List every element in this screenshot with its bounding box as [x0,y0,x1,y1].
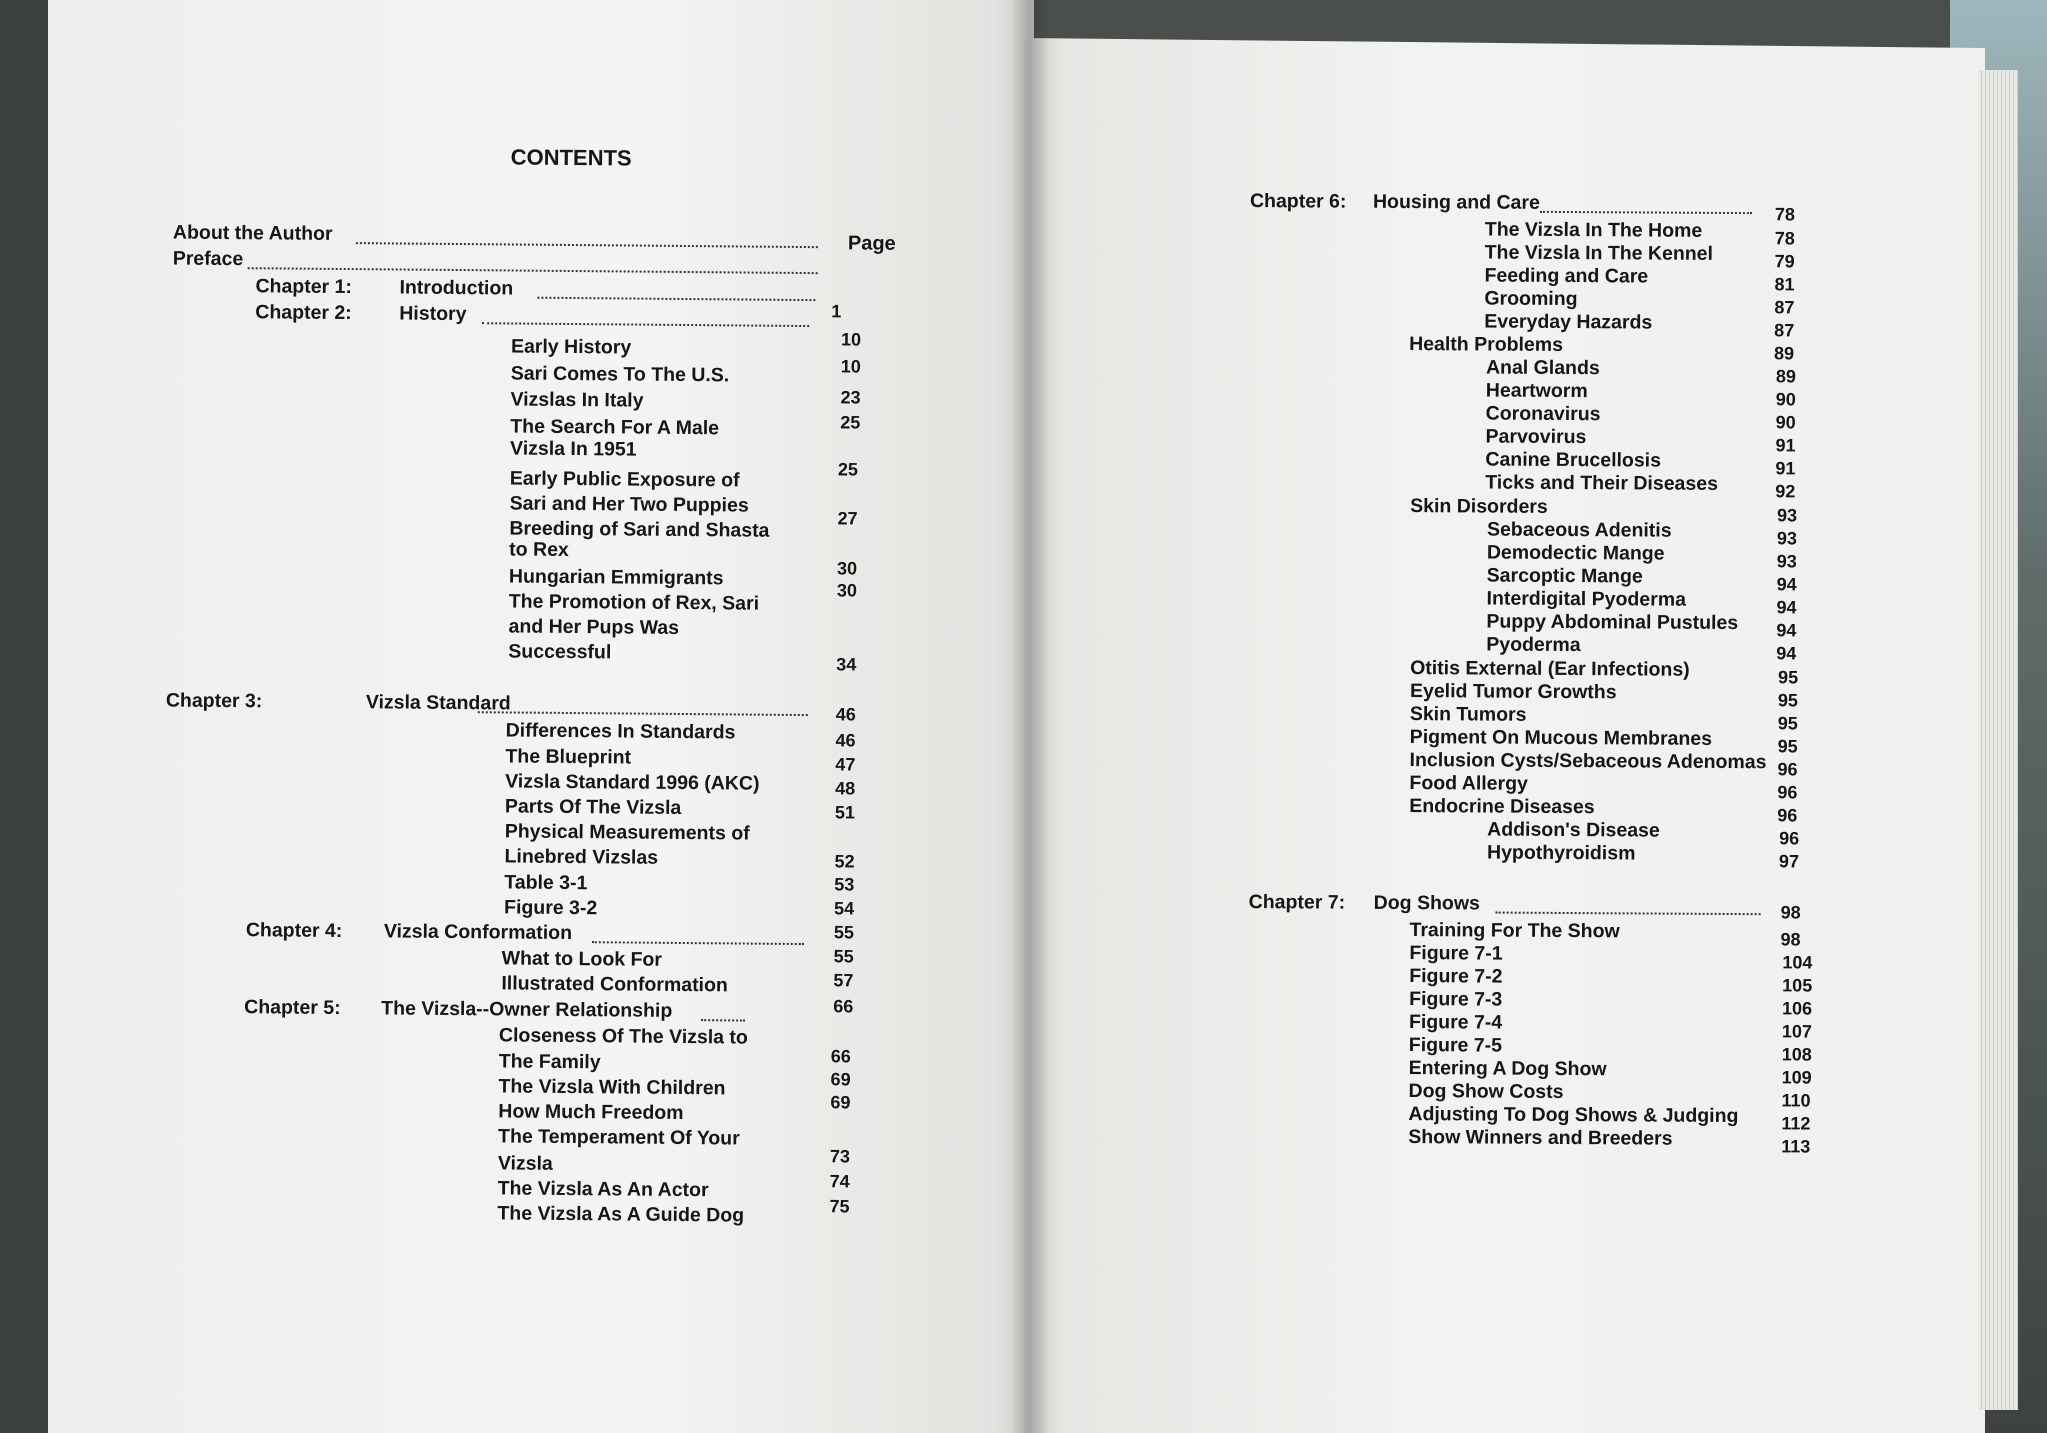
page-column-heading: Page [847,232,896,255]
left-page-number: 25 [840,412,861,433]
left-page-number: 52 [834,851,855,872]
left-chapter-label: Chapter 5: [244,996,341,1020]
right-page-number: 95 [1777,713,1798,734]
right-page-number: 78 [1774,204,1796,225]
left-entry-title: Closeness Of The Vizsla to [498,1024,748,1049]
left-entry-title: Preface [172,247,244,271]
left-page-number: 69 [830,1069,851,1090]
right-entry-title: Training For The Show [1409,919,1620,943]
left-page-number: 55 [833,922,855,943]
right-entry-title: Eyelid Tumor Growths [1409,680,1617,704]
right-entry-title: Endocrine Diseases [1409,795,1595,819]
left-page-number: 25 [837,459,859,480]
left-entry-title: The Vizsla As An Actor [497,1177,709,1202]
left-page-number: 66 [833,996,854,1017]
right-entry-title: Health Problems [1409,333,1564,356]
right-entry-title: Figure 7-3 [1409,988,1503,1011]
left-page-number: 23 [840,387,861,408]
left-page-number: 75 [829,1196,850,1217]
right-page-number: 112 [1781,1113,1811,1134]
right-page-number: 96 [1779,828,1800,849]
left-entry-title: About the Author [172,221,333,245]
right-entry-title: Skin Disorders [1410,495,1548,518]
left-entry-title: Physical Measurements of [504,820,750,845]
right-page-number: 109 [1781,1067,1812,1088]
left-page-number: 51 [834,802,856,823]
right-entry-title: Figure 7-5 [1408,1034,1503,1057]
left-page-number: 30 [836,558,858,579]
left-entry-title: Vizsla In 1951 [510,437,637,461]
right-entry-title: Dog Show Costs [1408,1080,1564,1103]
right-entry-title: The Vizsla In The Home [1484,218,1703,242]
left-page-number: 10 [840,329,862,350]
right-entry-title: Everyday Hazards [1484,310,1653,334]
left-page-number: 57 [833,970,854,991]
right-page-number: 93 [1776,551,1797,572]
left-entry-title: Differences In Standards [505,719,736,744]
right-entry-title: Canine Brucellosis [1485,448,1662,472]
right-entry-title: Show Winners and Breeders [1408,1126,1673,1150]
right-entry-title: Anal Glands [1485,356,1600,380]
left-entry-title: Breeding of Sari and Shasta [509,517,770,542]
left-entry-title: Hungarian Emmigrants [508,565,724,590]
left-page-number: 53 [834,874,855,895]
right-chapter-label: Chapter 6: [1249,190,1347,213]
left-page-number: 27 [837,508,858,529]
left-chapter-label: Chapter 4: [245,919,343,943]
right-page-number: 91 [1775,435,1796,456]
right-entry-title: Coronavirus [1485,402,1601,426]
right-page-number: 94 [1776,620,1797,641]
right-page-number: 94 [1776,597,1797,618]
left-chapter-title: Introduction [399,276,514,300]
right-page-number: 91 [1775,458,1796,479]
right-entry-title: Food Allergy [1409,772,1528,795]
left-page-number: 30 [836,580,857,601]
left-entry-title: Table 3-1 [504,871,588,895]
left-entry-title: and Her Pups Was [508,615,680,639]
right-entry-title: Interdigital Pyoderma [1486,587,1687,611]
right-entry-title: Hypothyroidism [1486,841,1636,865]
right-entry-title: Ticks and Their Diseases [1485,471,1719,495]
right-page-number: 106 [1782,998,1813,1019]
left-chapter-label: Chapter 3: [165,689,263,713]
left-entry-title: Parts Of The Vizsla [504,795,682,819]
left-page-number: 69 [830,1092,851,1113]
right-page-number: 92 [1775,481,1796,502]
right-entry-title: Figure 7-4 [1408,1011,1503,1034]
right-entry-title: Puppy Abdominal Pustules [1486,610,1739,635]
left-entry-title: Early Public Exposure of [509,467,740,492]
left-entry-title: Illustrated Conformation [501,972,728,997]
right-page-number: 93 [1777,505,1798,526]
right-dot-leader [1540,211,1752,214]
right-page-number: 105 [1782,975,1813,996]
left-chapter-title: Vizsla Standard [365,691,511,715]
left-page-number: 54 [834,898,855,919]
contents-title: CONTENTS [510,144,632,171]
left-page-number: 55 [833,946,854,967]
left-entry-title: Vizslas In Italy [510,388,644,412]
right-page-number: 113 [1781,1136,1811,1157]
right-page-number: 107 [1781,1021,1813,1042]
right-entry-title: Figure 7-1 [1409,942,1503,965]
left-page-number: 46 [835,704,856,725]
left-chapter-label: Chapter 1: [255,275,353,299]
left-page-number: 46 [835,730,856,751]
left-page-number: 34 [836,654,857,675]
left-entry-title: The Vizsla As A Guide Dog [497,1202,745,1227]
right-entry-title: Figure 7-2 [1409,965,1503,988]
right-page-number: 94 [1776,574,1797,595]
right-entry-title: Heartworm [1485,379,1588,403]
right-entry-title: Sarcoptic Mange [1486,564,1643,588]
right-page-number: 96 [1777,805,1798,826]
right-page-number: 90 [1775,412,1796,433]
left-entry-title: Figure 3-2 [504,896,598,920]
right-page-number: 79 [1774,251,1795,272]
right-entry-title: Pyoderma [1486,633,1581,657]
left-page-number: 73 [829,1146,851,1167]
right-page-number: 93 [1776,528,1798,549]
right-page-number: 110 [1781,1090,1811,1111]
left-entry-title: The Family [498,1050,601,1074]
left-entry-title: The Vizsla With Children [498,1075,726,1100]
right-page-number: 98 [1780,929,1801,950]
right-page-number: 89 [1774,343,1795,364]
left-entry-title: Vizsla Standard 1996 (AKC) [505,770,760,795]
left-entry-title: Sari and Her Two Puppies [509,492,749,517]
left-page-number: 47 [835,754,856,775]
left-entry-title: What to Look For [501,947,663,971]
right-entry-title: Grooming [1484,287,1578,311]
right-entry-title: Skin Tumors [1409,703,1527,726]
right-entry-title: Demodectic Mange [1486,541,1665,565]
right-page-number: 95 [1778,667,1799,688]
right-entry-title: Pigment On Mucous Membranes [1409,726,1713,750]
left-entry-title: The Promotion of Rex, Sari [508,590,760,615]
left-entry-title: Successful [508,640,612,664]
right-page-number: 87 [1774,320,1795,341]
right-dot-leader [1496,912,1761,916]
left-entry-title: The Temperament Of Your [498,1125,740,1150]
left-page-number: 1 [831,301,842,322]
right-entry-title: Addison's Disease [1487,818,1660,842]
right-page-number: 96 [1777,782,1798,803]
right-page-number: 90 [1775,389,1796,410]
right-chapter-title: Dog Shows [1373,891,1480,915]
right-entry-title: Feeding and Care [1484,264,1649,288]
right-entry-title: The Vizsla In The Kennel [1484,241,1714,265]
right-entry-title: Adjusting To Dog Shows & Judging [1408,1103,1739,1128]
right-entry-title: Entering A Dog Show [1408,1057,1607,1081]
right-page-number: 95 [1777,690,1799,711]
left-chapter-label: Chapter 2: [255,301,352,325]
left-page-number: 48 [835,778,856,799]
left-page-number: 10 [840,356,861,377]
left-entry-title: How Much Freedom [498,1100,684,1125]
right-page-number: 97 [1778,851,1800,872]
right-entry-title: Inclusion Cysts/Sebaceous Adenomas [1409,749,1767,774]
right-page-number: 78 [1774,228,1795,249]
left-chapter-title: Vizsla Conformation [383,920,573,945]
right-entry-title: Sebaceous Adenitis [1486,518,1672,542]
right-entry-title: Parvovirus [1485,425,1587,449]
left-chapter-title: The Vizsla--Owner Relationship [381,997,673,1022]
right-page-number: 89 [1775,366,1797,387]
right-chapter-title: Housing and Care [1372,190,1540,214]
right-page-number: 96 [1777,759,1798,780]
right-page-number: 104 [1782,952,1813,973]
right-page-number: 95 [1777,736,1798,757]
right-chapter-label: Chapter 7: [1248,891,1346,914]
left-entry-title: Vizsla [497,1152,553,1175]
left-page-number: 74 [829,1171,850,1192]
left-entry-title: Early History [510,335,632,359]
right-entry-title: Otitis External (Ear Infections) [1410,657,1690,681]
right-page-number: 81 [1774,274,1795,295]
right-page-number: 87 [1774,297,1795,318]
left-entry-title: Sari Comes To The U.S. [510,362,730,387]
right-page-number: 98 [1780,902,1801,923]
left-page-number: 66 [830,1046,851,1067]
left-entry-title: The Search For A Male [510,415,720,440]
left-entry-title: Linebred Vizslas [504,845,659,869]
right-page-number: 94 [1776,643,1797,664]
right-page-number: 108 [1781,1044,1812,1065]
left-entry-title: to Rex [509,538,569,561]
left-chapter-title: History [399,302,467,326]
left-entry-title: The Blueprint [505,745,632,769]
